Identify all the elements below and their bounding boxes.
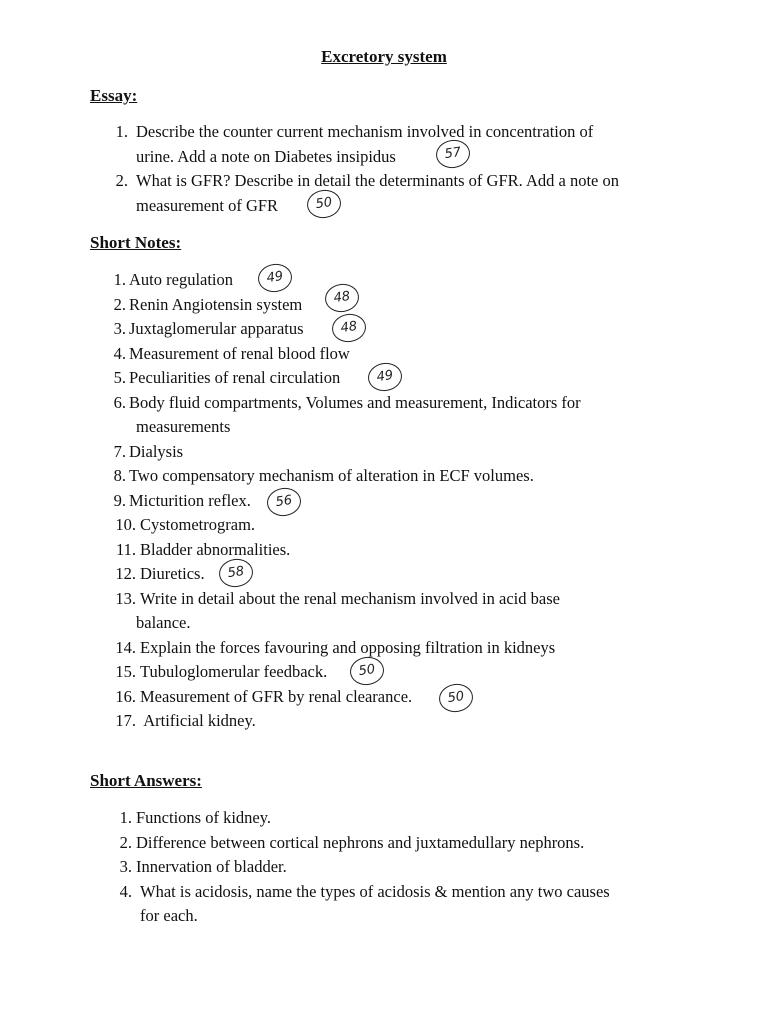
item-text: Functions of kidney.	[136, 808, 272, 827]
item-text: What is GFR? Describe in detail the determinants of GFR. Add a note on	[136, 171, 619, 190]
item-number: 4.	[119, 881, 132, 901]
item-text: Dialysis	[129, 441, 184, 461]
item-text: Write in detail about the renal mechanism involved in acid base	[140, 588, 560, 608]
item-number: 11.	[115, 539, 136, 559]
item-number: 12.	[115, 564, 136, 583]
item-number: 2.	[113, 294, 126, 314]
item-text: Renin Angiotensin system	[129, 294, 303, 314]
item-number: 3.	[113, 319, 126, 338]
item-number: 2.	[119, 832, 132, 852]
item-number: 15.	[115, 662, 136, 681]
page-title: Excretory system	[321, 47, 447, 66]
handwritten-page-mark: 48	[330, 312, 368, 344]
item-text: Explain the forces favouring and opposing filtration in kidneys	[140, 637, 556, 657]
item-text-continued: balance.	[136, 613, 191, 632]
item-text: Describe the counter current mechanism involved in concentration of	[136, 122, 594, 141]
item-text: Peculiarities of renal circulation	[129, 368, 341, 387]
handwritten-page-mark: 50	[348, 655, 386, 687]
item-text-continued: measurements	[136, 417, 231, 436]
item-number: 9.	[113, 490, 126, 510]
handwritten-page-mark: 50	[437, 681, 475, 713]
item-text-continued: measurement of GFR	[136, 195, 279, 215]
item-number: 3.	[119, 857, 132, 876]
item-number: 8.	[113, 466, 126, 485]
short-notes-heading: Short Notes:	[90, 233, 182, 252]
item-text: Two compensatory mechanism of alteration in ECF volumes.	[129, 466, 534, 485]
item-number: 17.	[115, 711, 136, 730]
item-text: Tubuloglomerular feedback.	[140, 662, 328, 681]
item-number: 6.	[113, 392, 126, 412]
handwritten-page-mark: 57	[434, 138, 472, 170]
item-text: Bladder abnormalities.	[140, 539, 291, 559]
handwritten-page-mark: 49	[366, 361, 404, 393]
item-text: Juxtaglomerular apparatus	[129, 319, 304, 338]
item-number: 1.	[113, 270, 126, 289]
item-text: Micturition reflex.	[129, 490, 251, 510]
item-text: What is acidosis, name the types of acidosis & mention any two causes	[140, 881, 610, 901]
essay-heading: Essay:	[90, 86, 138, 105]
item-text: Cystometrogram.	[140, 515, 256, 534]
handwritten-page-mark: 48	[323, 281, 361, 313]
item-number: 4.	[113, 343, 126, 363]
item-text: Diuretics.	[140, 564, 205, 583]
item-number: 1.	[119, 808, 132, 827]
item-number: 7.	[113, 441, 126, 461]
item-text: Innervation of bladder.	[136, 857, 287, 876]
item-number: 5.	[113, 368, 126, 387]
item-text: Measurement of renal blood flow	[129, 343, 350, 363]
item-text: Measurement of GFR by renal clearance.	[140, 686, 413, 706]
short-answers-heading: Short Answers:	[90, 771, 202, 790]
item-text: Body fluid compartments, Volumes and measurement, Indicators for	[129, 392, 581, 412]
item-text-continued: for each.	[140, 906, 198, 925]
handwritten-page-mark: 49	[256, 262, 294, 294]
handwritten-page-mark: 58	[217, 557, 255, 589]
item-number: 13.	[115, 588, 136, 608]
item-text: Artificial kidney.	[140, 711, 256, 730]
item-text-continued: urine. Add a note on Diabetes insipidus	[136, 146, 396, 166]
item-number: 16.	[115, 686, 136, 706]
item-text: Difference between cortical nephrons and juxtamedullary nephrons.	[136, 832, 585, 852]
handwritten-page-mark: 50	[305, 188, 343, 220]
item-number: 10.	[115, 515, 136, 534]
handwritten-page-mark: 56	[265, 485, 303, 517]
item-number: 14.	[115, 637, 136, 657]
item-number: 2.	[115, 171, 128, 190]
item-number: 1.	[115, 122, 128, 141]
item-text: Auto regulation	[129, 270, 234, 289]
